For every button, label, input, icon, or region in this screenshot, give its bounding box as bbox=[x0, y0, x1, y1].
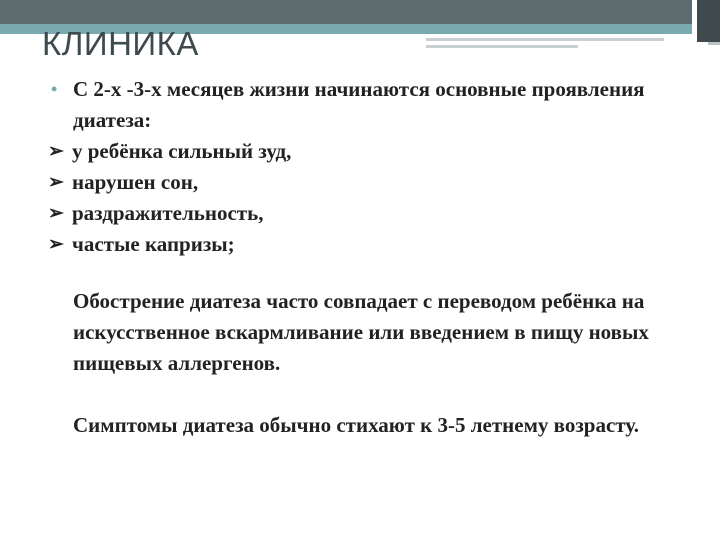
arrow-bullet-icon: ➢ bbox=[48, 203, 64, 224]
header-accent-line-top bbox=[426, 38, 664, 41]
header-accent-line-bottom bbox=[426, 45, 578, 48]
arrow-bullet-icon: ➢ bbox=[48, 234, 64, 255]
header-corner-block bbox=[697, 0, 720, 42]
slide-title: КЛИНИКА bbox=[42, 25, 199, 62]
list-item bbox=[48, 167, 658, 198]
arrow-bullet-icon: ➢ bbox=[48, 172, 64, 193]
list-item-text: раздражительность, bbox=[72, 201, 264, 225]
list-item-text: нарушен сон, bbox=[72, 170, 199, 194]
list-item bbox=[48, 229, 658, 260]
list-item bbox=[48, 136, 658, 167]
paragraph-exacerbation: Обострение диатеза часто совпадает с переводом ребёнка на искусственное вскармливание или введением в пищу новых пищевых аллергенов. bbox=[73, 289, 649, 375]
main-bullet bbox=[48, 74, 658, 136]
main-bullet-text: С 2-х -3-х месяцев жизни начинаются основные проявления диатеза: bbox=[73, 77, 645, 132]
slide-content bbox=[48, 74, 658, 441]
list-item-text: у ребёнка сильный зуд, bbox=[72, 139, 292, 163]
arrow-bullet-icon: ➢ bbox=[48, 141, 64, 162]
list-item-text: частые капризы; bbox=[72, 232, 235, 256]
header-corner-line bbox=[708, 42, 720, 45]
paragraph-symptoms: Симптомы диатеза обычно стихают к 3-5 летнему возрасту. bbox=[73, 413, 639, 437]
list-item bbox=[48, 198, 658, 229]
bullet-dot-icon: • bbox=[51, 79, 58, 99]
header-bar-dark bbox=[0, 0, 692, 24]
